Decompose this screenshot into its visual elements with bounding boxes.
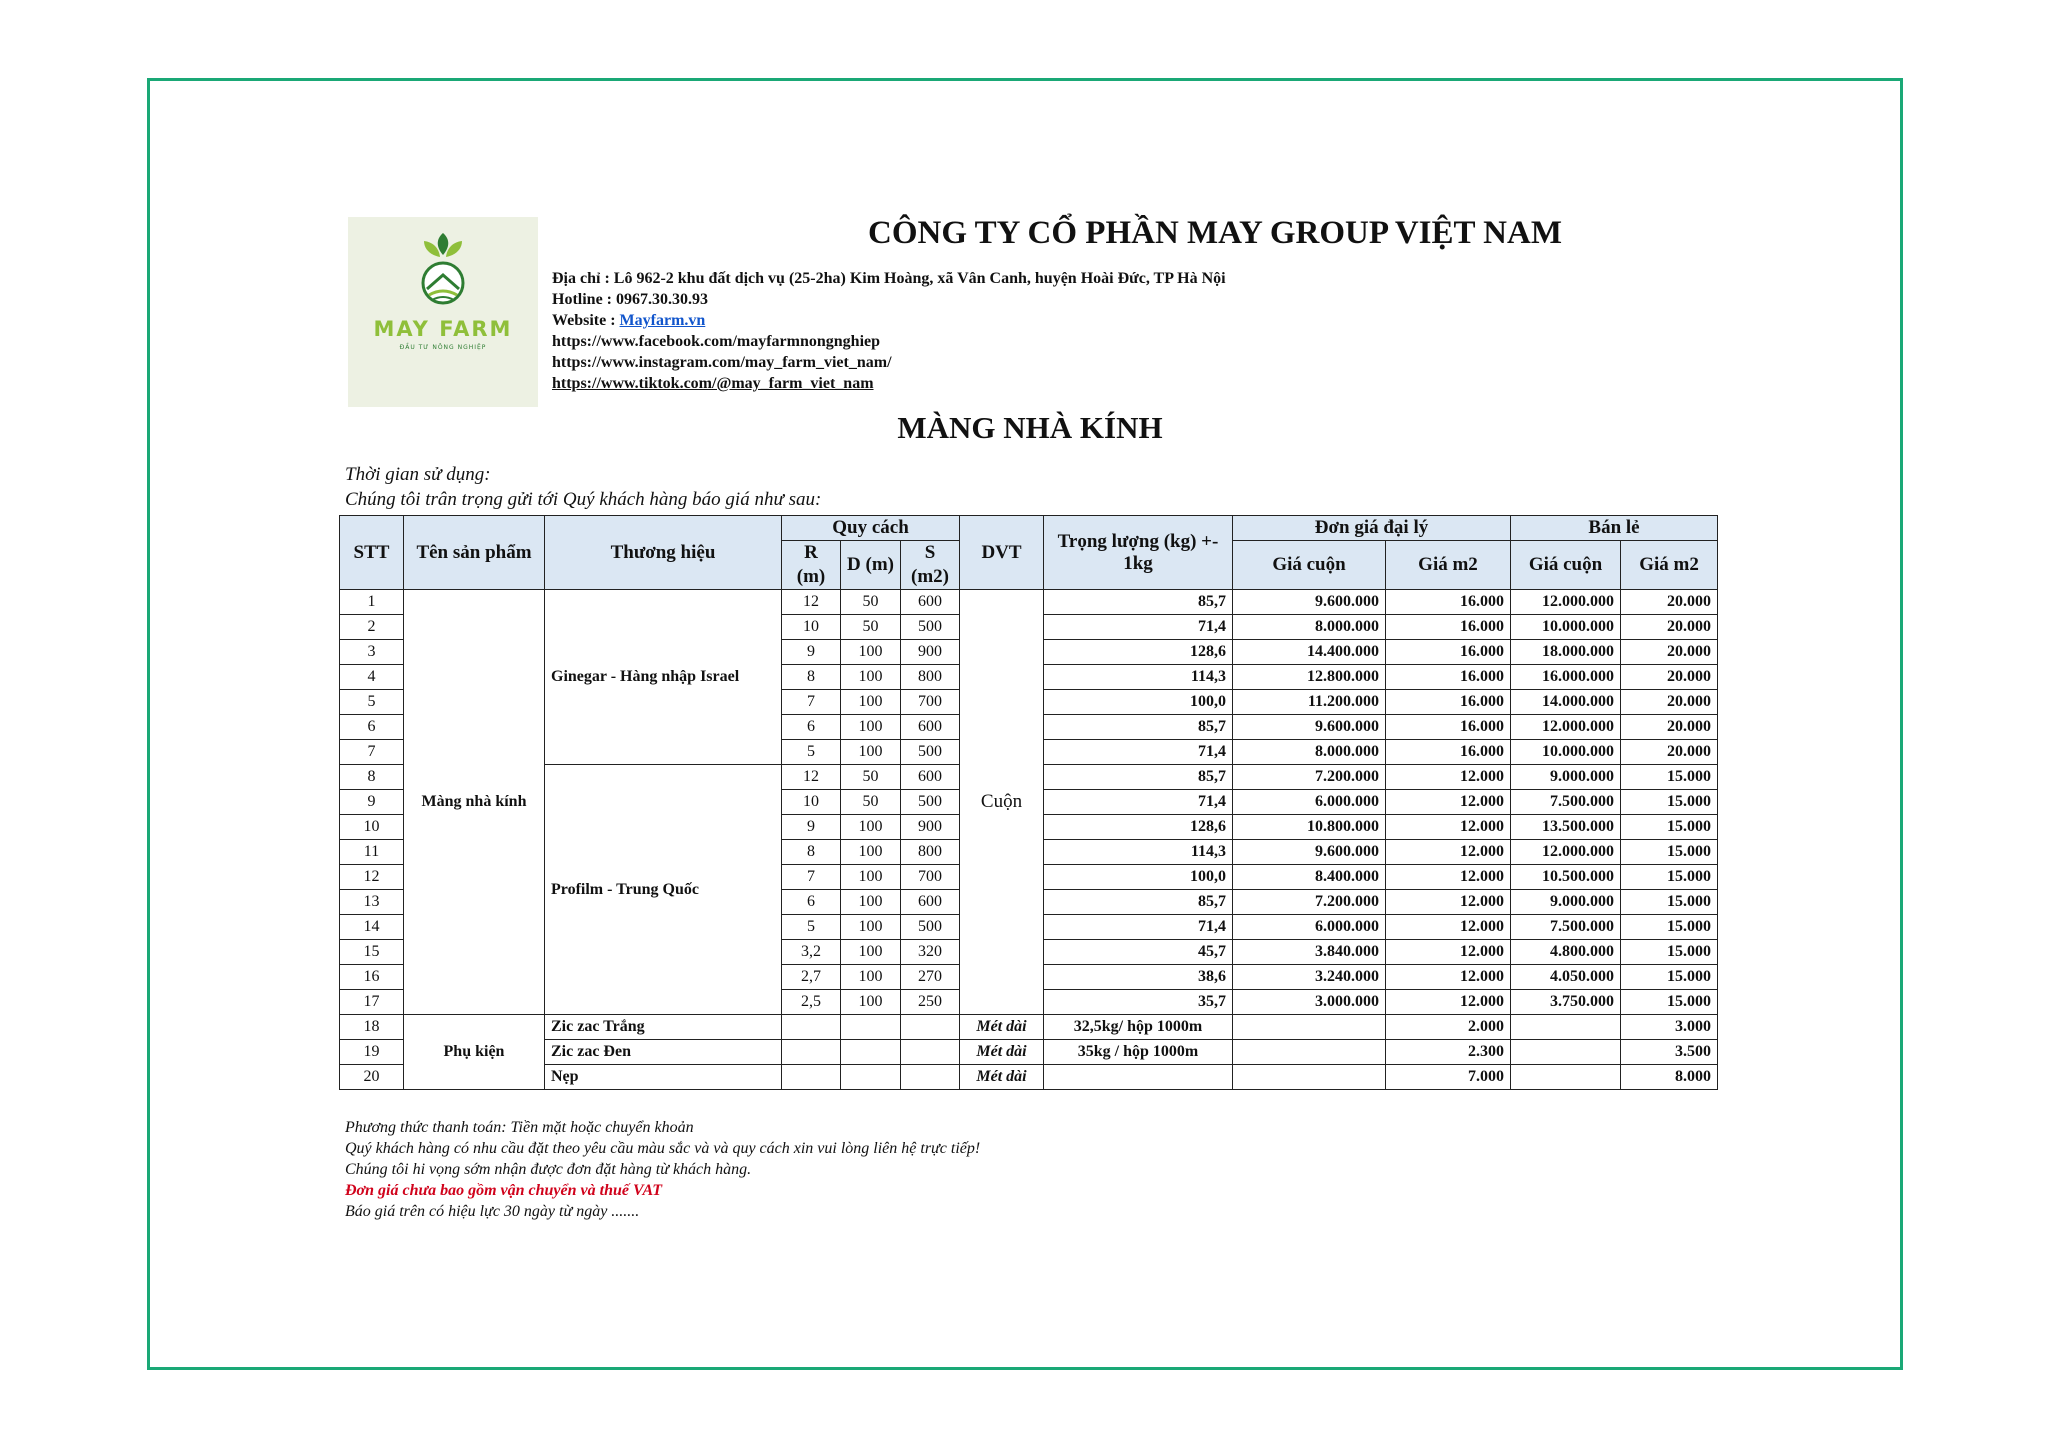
cell-d: 100 [841,840,901,865]
header-agent-m2: Giá m2 [1386,541,1511,590]
cell-weight: 85,7 [1044,590,1233,615]
cell-retail-roll: 14.000.000 [1511,690,1621,715]
cell-retail-m2: 15.000 [1621,965,1718,990]
cell-agent-roll: 3.240.000 [1233,965,1386,990]
cell-stt: 6 [340,715,404,740]
cell-r: 2,7 [782,965,841,990]
tiktok-link[interactable]: https://www.tiktok.com/@may_farm_viet_nam [552,375,874,392]
cell-d [841,1040,901,1065]
cell-retail-roll: 7.500.000 [1511,790,1621,815]
cell-accessory-name: Nẹp [545,1065,782,1090]
cell-retail-roll: 13.500.000 [1511,815,1621,840]
intro [345,462,821,512]
cell-weight: 35,7 [1044,990,1233,1015]
cell-retail-m2: 15.000 [1621,815,1718,840]
cell-unit-group: Cuộn [960,590,1044,1015]
website-label: Website : [552,312,620,329]
intro-text: Chúng tôi trân trọng gửi tới Quý khách hàng báo giá như sau: [345,489,822,510]
notes [345,1117,980,1222]
cell-d: 100 [841,665,901,690]
cell-r: 8 [782,665,841,690]
cell-retail-m2: 15.000 [1621,865,1718,890]
cell-stt: 12 [340,865,404,890]
cell-agent-roll: 6.000.000 [1233,915,1386,940]
header-d: D (m) [841,541,901,590]
cell-weight [1044,1065,1233,1090]
cell-s: 500 [901,615,960,640]
header-retail-m2: Giá m2 [1621,541,1718,590]
cell-d: 50 [841,765,901,790]
company-name: CÔNG TY CỔ PHẦN MAY GROUP VIỆT NAM [868,215,1562,251]
website-link[interactable]: Mayfarm.vn [619,312,706,329]
cell-s: 500 [901,740,960,765]
table-row [340,590,1718,615]
cell-agent-roll: 3.840.000 [1233,940,1386,965]
table-row [340,1065,1718,1090]
cell-weight: 71,4 [1044,915,1233,940]
cell-agent-m2: 12.000 [1386,815,1511,840]
cell-weight: 45,7 [1044,940,1233,965]
cell-weight: 85,7 [1044,715,1233,740]
cell-agent-roll: 8.000.000 [1233,615,1386,640]
cell-accessory-name: Zic zac Trắng [545,1015,782,1040]
cell-s: 700 [901,690,960,715]
note-vat: Đơn giá chưa bao gồm vận chuyển và thuế VAT [345,1182,663,1199]
cell-agent-roll: 14.400.000 [1233,640,1386,665]
cell-retail-m2: 15.000 [1621,940,1718,965]
cell-stt: 15 [340,940,404,965]
note-validity: Báo giá trên có hiệu lực 30 ngày từ ngày ....... [345,1203,640,1220]
cell-retail-roll: 7.500.000 [1511,915,1621,940]
cell-agent-roll: 3.000.000 [1233,990,1386,1015]
cell-retail-roll [1511,1015,1621,1040]
cell-s: 320 [901,940,960,965]
cell-agent-m2: 12.000 [1386,840,1511,865]
cell-r: 3,2 [782,940,841,965]
table-header [340,516,1718,590]
cell-agent-roll: 7.200.000 [1233,765,1386,790]
cell-retail-roll: 9.000.000 [1511,890,1621,915]
cell-weight: 38,6 [1044,965,1233,990]
cell-weight: 35kg / hộp 1000m [1044,1040,1233,1065]
table-body [340,590,1718,1090]
cell-agent-m2: 16.000 [1386,715,1511,740]
cell-retail-roll: 10.000.000 [1511,740,1621,765]
cell-s: 700 [901,865,960,890]
leaf-icon [348,217,538,407]
cell-retail-m2: 20.000 [1621,590,1718,615]
cell-weight: 71,4 [1044,790,1233,815]
cell-stt: 20 [340,1065,404,1090]
header-spec: Quy cách [782,516,960,541]
cell-agent-roll: 8.000.000 [1233,740,1386,765]
cell-retail-m2: 15.000 [1621,915,1718,940]
header-product: Tên sản phẩm [404,516,545,590]
cell-agent-roll: 9.600.000 [1233,840,1386,865]
cell-stt: 10 [340,815,404,840]
cell-stt: 17 [340,990,404,1015]
cell-s: 800 [901,840,960,865]
cell-weight: 32,5kg/ hộp 1000m [1044,1015,1233,1040]
cell-d [841,1065,901,1090]
cell-s: 800 [901,665,960,690]
cell-r: 5 [782,740,841,765]
cell-d: 100 [841,640,901,665]
cell-weight: 100,0 [1044,865,1233,890]
company-info [552,268,1226,394]
cell-s: 500 [901,790,960,815]
cell-weight: 71,4 [1044,615,1233,640]
cell-accessory-name: Zic zac Đen [545,1040,782,1065]
cell-agent-roll: 6.000.000 [1233,790,1386,815]
table-row [340,1040,1718,1065]
usage-time: Thời gian sử dụng: [345,464,491,485]
cell-agent-roll: 9.600.000 [1233,590,1386,615]
cell-s: 900 [901,815,960,840]
cell-retail-roll: 10.000.000 [1511,615,1621,640]
cell-retail-roll: 9.000.000 [1511,765,1621,790]
cell-d: 100 [841,940,901,965]
header-weight: Trọng lượng (kg) +- 1kg [1044,516,1233,590]
cell-agent-m2: 2.300 [1386,1040,1511,1065]
cell-r [782,1015,841,1040]
cell-retail-m2: 20.000 [1621,640,1718,665]
cell-retail-m2: 20.000 [1621,715,1718,740]
cell-d: 100 [841,915,901,940]
company-address: Địa chỉ : Lô 962-2 khu đất dịch vụ (25-2ha) Kim Hoàng, xã Vân Canh, huyện Hoài Đức, TP Hà Nội [552,270,1226,287]
logo-brand: MAY FARM [373,317,513,341]
cell-agent-roll: 7.200.000 [1233,890,1386,915]
cell-retail-m2: 15.000 [1621,840,1718,865]
cell-r: 9 [782,640,841,665]
cell-r: 8 [782,840,841,865]
cell-agent-m2: 16.000 [1386,665,1511,690]
cell-d: 50 [841,590,901,615]
header-brand: Thương hiệu [545,516,782,590]
page-title: MÀNG NHÀ KÍNH [897,410,1163,445]
cell-retail-m2: 20.000 [1621,665,1718,690]
cell-retail-roll: 10.500.000 [1511,865,1621,890]
cell-r: 12 [782,590,841,615]
cell-agent-m2: 16.000 [1386,615,1511,640]
cell-agent-m2: 12.000 [1386,790,1511,815]
cell-s: 270 [901,965,960,990]
cell-agent-m2: 16.000 [1386,640,1511,665]
header-agent-price: Đơn giá đại lý [1233,516,1511,541]
cell-retail-m2: 8.000 [1621,1065,1718,1090]
cell-s: 600 [901,715,960,740]
cell-stt: 18 [340,1015,404,1040]
cell-d [841,1015,901,1040]
cell-r: 6 [782,715,841,740]
cell-unit: Mét dài [960,1065,1044,1090]
cell-stt: 3 [340,640,404,665]
cell-r: 2,5 [782,990,841,1015]
cell-retail-roll [1511,1065,1621,1090]
cell-d: 100 [841,865,901,890]
cell-brand-profilm: Profilm - Trung Quốc [545,765,782,1015]
logo-tagline: ĐẦU TƯ NÔNG NGHIỆP [399,344,487,351]
cell-weight: 114,3 [1044,665,1233,690]
cell-retail-m2: 20.000 [1621,740,1718,765]
cell-r: 7 [782,690,841,715]
cell-agent-m2: 16.000 [1386,690,1511,715]
cell-retail-roll: 3.750.000 [1511,990,1621,1015]
note-payment: Phương thức thanh toán: Tiền mặt hoặc chuyển khoản [345,1119,694,1136]
cell-weight: 128,6 [1044,640,1233,665]
cell-retail-m2: 20.000 [1621,615,1718,640]
facebook-link[interactable]: https://www.facebook.com/mayfarmnongnghiep [552,333,881,350]
cell-retail-roll: 12.000.000 [1511,840,1621,865]
cell-r: 9 [782,815,841,840]
cell-product-group: Màng nhà kính [404,590,545,1015]
header-r: R (m) [782,541,841,590]
cell-d: 50 [841,615,901,640]
cell-d: 100 [841,690,901,715]
cell-weight: 85,7 [1044,890,1233,915]
cell-agent-roll [1233,1040,1386,1065]
cell-retail-roll: 4.800.000 [1511,940,1621,965]
cell-s [901,1065,960,1090]
cell-agent-roll: 12.800.000 [1233,665,1386,690]
cell-retail-m2: 15.000 [1621,765,1718,790]
cell-retail-roll: 12.000.000 [1511,590,1621,615]
cell-weight: 100,0 [1044,690,1233,715]
cell-s: 900 [901,640,960,665]
cell-r: 10 [782,790,841,815]
cell-s: 600 [901,890,960,915]
cell-agent-m2: 12.000 [1386,915,1511,940]
cell-agent-roll: 8.400.000 [1233,865,1386,890]
cell-stt: 2 [340,615,404,640]
cell-retail-m2: 15.000 [1621,890,1718,915]
company-hotline: Hotline : 0967.30.30.93 [552,291,708,308]
header-s: S (m2) [901,541,960,590]
note-contact: Quý khách hàng có nhu cầu đặt theo yêu cầu màu sắc và và quy cách xin vui lòng liên hệ trực tiếp! [345,1140,981,1157]
header-stt: STT [340,516,404,590]
cell-s: 250 [901,990,960,1015]
cell-s [901,1015,960,1040]
cell-stt: 9 [340,790,404,815]
cell-agent-m2: 12.000 [1386,965,1511,990]
cell-r: 10 [782,615,841,640]
cell-stt: 16 [340,965,404,990]
cell-d: 100 [841,740,901,765]
cell-retail-roll: 4.050.000 [1511,965,1621,990]
cell-agent-m2: 2.000 [1386,1015,1511,1040]
cell-s: 600 [901,765,960,790]
header-retail: Bán lẻ [1511,516,1718,541]
cell-agent-m2: 12.000 [1386,940,1511,965]
cell-d: 100 [841,965,901,990]
cell-s: 500 [901,915,960,940]
cell-agent-m2: 16.000 [1386,740,1511,765]
cell-agent-m2: 12.000 [1386,765,1511,790]
cell-stt: 8 [340,765,404,790]
cell-agent-m2: 7.000 [1386,1065,1511,1090]
cell-d: 50 [841,790,901,815]
cell-unit: Mét dài [960,1015,1044,1040]
cell-agent-roll: 11.200.000 [1233,690,1386,715]
cell-d: 100 [841,990,901,1015]
cell-retail-m2: 15.000 [1621,790,1718,815]
cell-agent-m2: 16.000 [1386,590,1511,615]
cell-d: 100 [841,890,901,915]
cell-stt: 1 [340,590,404,615]
cell-agent-m2: 12.000 [1386,890,1511,915]
cell-stt: 14 [340,915,404,940]
cell-r: 6 [782,890,841,915]
cell-retail-roll: 12.000.000 [1511,715,1621,740]
cell-r [782,1040,841,1065]
cell-r: 5 [782,915,841,940]
price-table [339,515,1718,1090]
cell-stt: 13 [340,890,404,915]
cell-d: 100 [841,815,901,840]
header-agent-roll: Giá cuộn [1233,541,1386,590]
cell-weight: 128,6 [1044,815,1233,840]
cell-agent-roll [1233,1065,1386,1090]
cell-stt: 11 [340,840,404,865]
cell-retail-m2: 15.000 [1621,990,1718,1015]
cell-retail-roll [1511,1040,1621,1065]
cell-r: 12 [782,765,841,790]
cell-weight: 71,4 [1044,740,1233,765]
cell-retail-roll: 16.000.000 [1511,665,1621,690]
company-website-row [552,310,1226,331]
header-unit: DVT [960,516,1044,590]
header-retail-roll: Giá cuộn [1511,541,1621,590]
note-hope: Chúng tôi hi vọng sớm nhận được đơn đặt hàng từ khách hàng. [345,1161,752,1178]
cell-retail-m2: 3.500 [1621,1040,1718,1065]
cell-brand-ginegar: Ginegar - Hàng nhập Israel [545,590,782,765]
cell-retail-m2: 20.000 [1621,690,1718,715]
cell-agent-roll: 10.800.000 [1233,815,1386,840]
cell-stt: 7 [340,740,404,765]
cell-r [782,1065,841,1090]
cell-stt: 5 [340,690,404,715]
cell-s: 600 [901,590,960,615]
cell-retail-roll: 18.000.000 [1511,640,1621,665]
cell-retail-m2: 3.000 [1621,1015,1718,1040]
cell-agent-roll [1233,1015,1386,1040]
cell-agent-m2: 12.000 [1386,865,1511,890]
cell-weight: 114,3 [1044,840,1233,865]
cell-r: 7 [782,865,841,890]
cell-product-accessories: Phụ kiện [404,1015,545,1090]
cell-d: 100 [841,715,901,740]
cell-weight: 85,7 [1044,765,1233,790]
cell-unit: Mét dài [960,1040,1044,1065]
instagram-link[interactable]: https://www.instagram.com/may_farm_viet_nam/ [552,354,892,371]
cell-s [901,1040,960,1065]
cell-agent-m2: 12.000 [1386,990,1511,1015]
cell-stt: 4 [340,665,404,690]
company-logo [348,217,538,407]
cell-agent-roll: 9.600.000 [1233,715,1386,740]
table-row [340,1015,1718,1040]
cell-stt: 19 [340,1040,404,1065]
